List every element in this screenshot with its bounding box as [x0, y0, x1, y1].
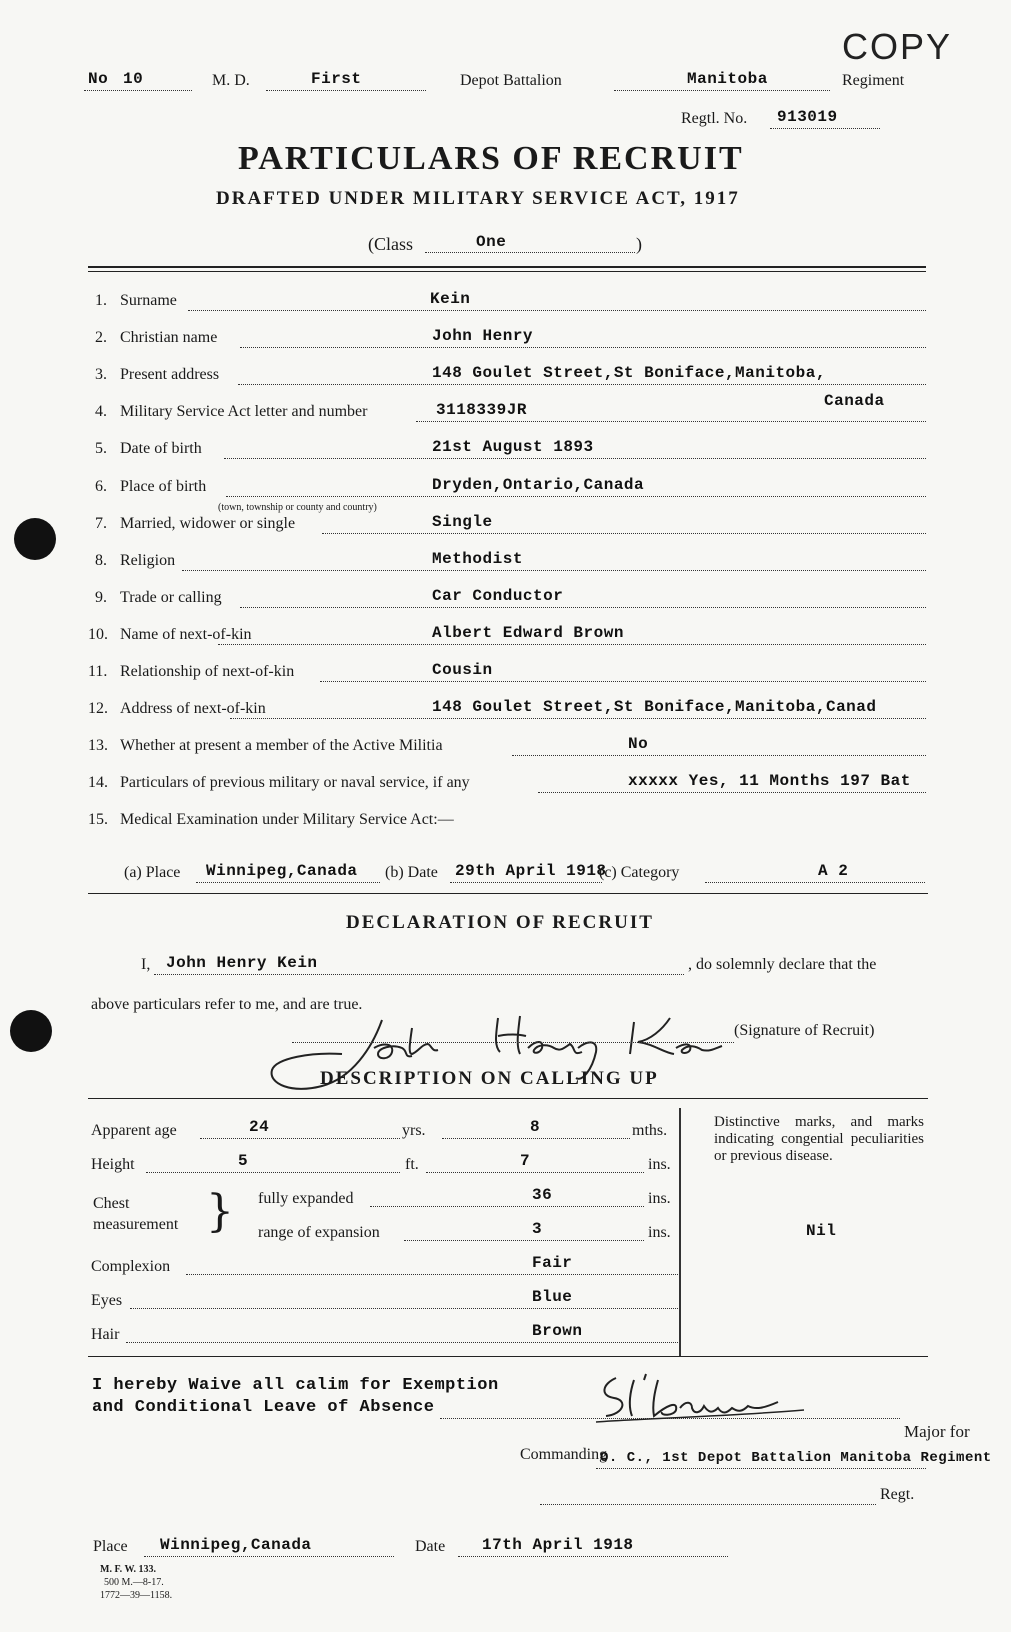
footer-place-label: Place — [93, 1538, 128, 1555]
fully-expanded-value: 36 — [532, 1186, 553, 1204]
waiver-line1: I hereby Waive all calim for Exemption — [92, 1376, 499, 1395]
range-of-expansion-value: 3 — [532, 1220, 543, 1238]
commanding-label: Commanding — [520, 1446, 608, 1463]
apparent-age-years: 24 — [249, 1118, 270, 1136]
field-label: Married, widower or single — [120, 515, 296, 532]
ins-label-fully: ins. — [648, 1190, 671, 1207]
field-value: 148 Goulet Street,St Boniface,Manitoba, — [432, 364, 826, 382]
ft-label: ft. — [405, 1156, 419, 1173]
field-label: Religion — [120, 552, 176, 569]
field-number: 5. — [95, 440, 107, 457]
header-regiment-label: Regiment — [842, 72, 905, 89]
header-no-value: 10 — [123, 70, 144, 88]
signature-of-recruit-label: (Signature of Recruit) — [734, 1022, 875, 1039]
declaration-name-value: John Henry Kein — [166, 954, 318, 972]
field-number: 6. — [95, 478, 107, 495]
field-number: 7. — [95, 515, 107, 532]
apparent-age-months: 8 — [530, 1118, 541, 1136]
regtl-no-label: Regtl. No. — [681, 110, 748, 127]
waiver-line2: and Conditional Leave of Absence — [92, 1398, 435, 1417]
field-label: Date of birth — [120, 440, 202, 457]
footer-date-label: Date — [415, 1538, 446, 1555]
field-number: 14. — [88, 774, 108, 791]
officer-title: Major for — [904, 1422, 970, 1441]
class-label-close: ) — [636, 234, 642, 254]
eyes-label: Eyes — [91, 1292, 123, 1309]
field-number: 13. — [88, 737, 108, 754]
height-label: Height — [91, 1156, 135, 1173]
field-value: No — [628, 735, 649, 753]
field-number: 8. — [95, 552, 107, 569]
medical-category-label: (c) Category — [599, 864, 680, 881]
field-label: Name of next-of-kin — [120, 626, 252, 643]
field-value: 3118339JR — [436, 401, 527, 419]
description-heading: DESCRIPTION ON CALLING UP — [320, 1068, 659, 1089]
field-number: 3. — [95, 366, 107, 383]
field-label: Surname — [120, 292, 177, 309]
regtl-no-value: 913019 — [777, 108, 838, 126]
field-value: Kein — [430, 290, 471, 308]
chest-label-2: measurement — [93, 1216, 179, 1233]
officer-signature — [594, 1370, 814, 1426]
medical-date-label: (b) Date — [385, 864, 438, 881]
ins-label-height: ins. — [648, 1156, 671, 1173]
field-number: 4. — [95, 403, 107, 420]
field-value: Albert Edward Brown — [432, 624, 624, 642]
field-number: 10. — [88, 626, 108, 643]
field-value: xxxxx Yes, 11 Months 197 Bat — [628, 772, 911, 790]
field-label: Trade or calling — [120, 589, 222, 606]
fully-expanded-label: fully expanded — [258, 1190, 354, 1207]
field-number: 15. — [88, 811, 108, 828]
apparent-age-label: Apparent age — [91, 1122, 177, 1139]
place-of-birth-hint: (town, township or county and country) — [218, 502, 377, 513]
distinctive-marks-value: Nil — [806, 1222, 837, 1240]
hair-label: Hair — [91, 1326, 120, 1343]
print-code-1: M. F. W. 133. — [100, 1564, 157, 1575]
height-inches: 7 — [520, 1152, 531, 1170]
range-of-expansion-label: range of expansion — [258, 1224, 380, 1241]
field-label: Address of next-of-kin — [120, 700, 266, 717]
print-code-3: 1772—39—1158. — [100, 1590, 173, 1601]
medical-place-label: (a) Place — [124, 864, 181, 881]
field-label: Christian name — [120, 329, 218, 346]
footer-place-value: Winnipeg,Canada — [160, 1536, 312, 1554]
field-label: Military Service Act letter and number — [120, 403, 368, 420]
field-label: Whether at present a member of the Active Militia — [120, 737, 443, 754]
field-label: Medical Examination under Military Service Act:— — [120, 811, 454, 828]
form-subtitle: DRAFTED UNDER MILITARY SERVICE ACT, 1917 — [216, 188, 740, 209]
punch-hole-top — [14, 518, 56, 560]
field-number: 1. — [95, 292, 107, 309]
header-battalion-label: Depot Battalion — [460, 72, 562, 89]
field-value: Car Conductor — [432, 587, 564, 605]
height-feet: 5 — [238, 1152, 249, 1170]
copy-stamp: COPY — [842, 26, 953, 67]
medical-place-value: Winnipeg,Canada — [206, 862, 358, 880]
class-label-open: (Class — [368, 234, 413, 254]
declaration-line1-tail: , do solemnly declare that the — [688, 956, 877, 973]
field-label: Relationship of next-of-kin — [120, 663, 295, 680]
mths-label: mths. — [632, 1122, 668, 1139]
punch-hole-bottom — [10, 1010, 52, 1052]
declaration-heading: DECLARATION OF RECRUIT — [346, 912, 654, 933]
footer-date-value: 17th April 1918 — [482, 1536, 634, 1554]
chest-label-1: Chest — [93, 1195, 130, 1212]
hair-value: Brown — [532, 1322, 583, 1340]
field-number: 9. — [95, 589, 107, 606]
print-code-2: 500 M.—8-17. — [104, 1577, 164, 1588]
header-md-label: M. D. — [212, 72, 250, 89]
field-value: Dryden,Ontario,Canada — [432, 476, 645, 494]
complexion-label: Complexion — [91, 1258, 171, 1275]
eyes-value: Blue — [532, 1288, 573, 1306]
field-value: 21st August 1893 — [432, 438, 594, 456]
field-label: Particulars of previous military or naval service, if any — [120, 774, 470, 791]
field-value: Cousin — [432, 661, 493, 679]
header-no-label: No — [88, 70, 109, 88]
form-title: PARTICULARS OF RECRUIT — [238, 140, 744, 177]
field-value: 148 Goulet Street,St Boniface,Manitoba,Canad — [432, 698, 877, 716]
header-battalion-value: First — [311, 70, 362, 88]
field-label: Place of birth — [120, 478, 207, 495]
field-value: Single — [432, 513, 493, 531]
field-number: 2. — [95, 329, 107, 346]
field-label: Present address — [120, 366, 220, 383]
field-number: 11. — [88, 663, 108, 680]
complexion-value: Fair — [532, 1254, 573, 1272]
distinctive-marks-label: Distinctive marks, and marks indicating congential peculiarities or previous disease. — [714, 1114, 924, 1164]
commanding-value: O. C., 1st Depot Battalion Manitoba Regiment — [600, 1450, 992, 1466]
regt-label: Regt. — [880, 1486, 915, 1503]
class-value: One — [476, 233, 507, 251]
medical-date-value: 29th April 1918 — [455, 862, 607, 880]
medical-category-value: A 2 — [818, 862, 849, 880]
present-address-line2: Canada — [824, 392, 885, 410]
yrs-label: yrs. — [402, 1122, 426, 1139]
declaration-line2: above particulars refer to me, and are true. — [91, 996, 363, 1013]
field-value: John Henry — [432, 327, 534, 345]
field-number: 12. — [88, 700, 108, 717]
declaration-i-label: I, — [141, 956, 151, 973]
ins-label-range: ins. — [648, 1224, 671, 1241]
header-regiment-value: Manitoba — [687, 70, 768, 88]
field-value: Methodist — [432, 550, 523, 568]
chest-brace-icon: } — [206, 1186, 234, 1237]
